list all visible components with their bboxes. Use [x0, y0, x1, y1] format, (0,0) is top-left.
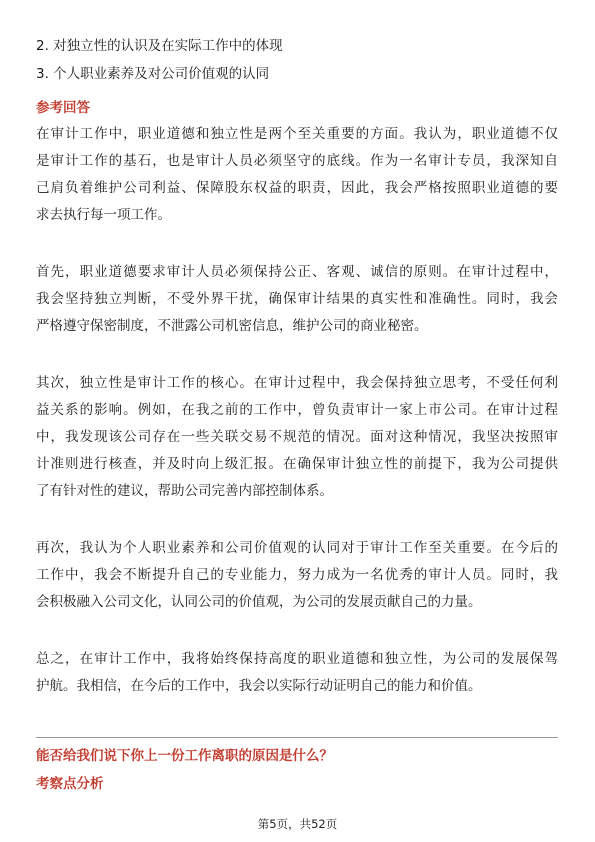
list-item: 3. 个人职业素养及对公司价值观的认同 — [36, 66, 270, 82]
paragraph-line: 是审计工作的基石，也是审计人员必须坚守的底线。作为一名审计专员，我深知自 — [36, 153, 558, 169]
answer-heading: 参考回答 — [36, 100, 90, 116]
paragraph-line: 中，我发现该公司存在一些关联交易不规范的情况。面对这种情况，我坚决按照审 — [36, 429, 558, 445]
paragraph-line: 了有针对性的建议，帮助公司完善内部控制体系。 — [36, 483, 333, 499]
section-divider — [36, 737, 558, 738]
paragraph-line: 护航。我相信，在今后的工作中，我会以实际行动证明自己的能力和价值。 — [36, 678, 482, 694]
paragraph-line: 己肩负着维护公司利益、保障股东权益的职责，因此，我会严格按照职业道德的要 — [36, 180, 558, 196]
paragraph-line: 在审计工作中，职业道德和独立性是两个至关重要的方面。我认为，职业道德不仅 — [36, 126, 558, 142]
paragraph-line: 再次，我认为个人职业素养和公司价值观的认同对于审计工作至关重要。在今后的 — [36, 540, 558, 556]
paragraph-line: 严格遵守保密制度，不泄露公司机密信息，维护公司的商业秘密。 — [36, 318, 428, 334]
paragraph-line: 求去执行每一项工作。 — [36, 207, 171, 223]
list-item: 2. 对独立性的认识及在实际工作中的体现 — [36, 38, 283, 54]
paragraph-line: 总之，在审计工作中，我将始终保持高度的职业道德和独立性，为公司的发展保驾 — [36, 651, 558, 667]
analysis-heading: 考察点分析 — [36, 776, 104, 792]
page-footer: 第5页，共52页 — [257, 817, 338, 831]
paragraph-line: 益关系的影响。例如，在我之前的工作中，曾负责审计一家上市公司。在审计过程 — [36, 402, 558, 418]
paragraph-line: 会积极融入公司文化，认同公司的价值观，为公司的发展贡献自己的力量。 — [36, 594, 482, 610]
paragraph-line: 我会坚持独立判断，不受外界干扰，确保审计结果的真实性和准确性。同时，我会 — [36, 291, 558, 307]
paragraph-line: 工作中，我会不断提升自己的专业能力，努力成为一名优秀的审计人员。同时，我 — [36, 567, 558, 583]
question-heading: 能否给我们说下你上一份工作离职的原因是什么？ — [36, 748, 333, 764]
paragraph-line: 计准则进行核查，并及时向上级汇报。在确保审计独立性的前提下，我为公司提供 — [36, 456, 558, 472]
paragraph-line: 首先，职业道德要求审计人员必须保持公正、客观、诚信的原则。在审计过程中， — [36, 264, 558, 280]
paragraph-line: 其次，独立性是审计工作的核心。在审计过程中，我会保持独立思考，不受任何利 — [36, 375, 558, 391]
